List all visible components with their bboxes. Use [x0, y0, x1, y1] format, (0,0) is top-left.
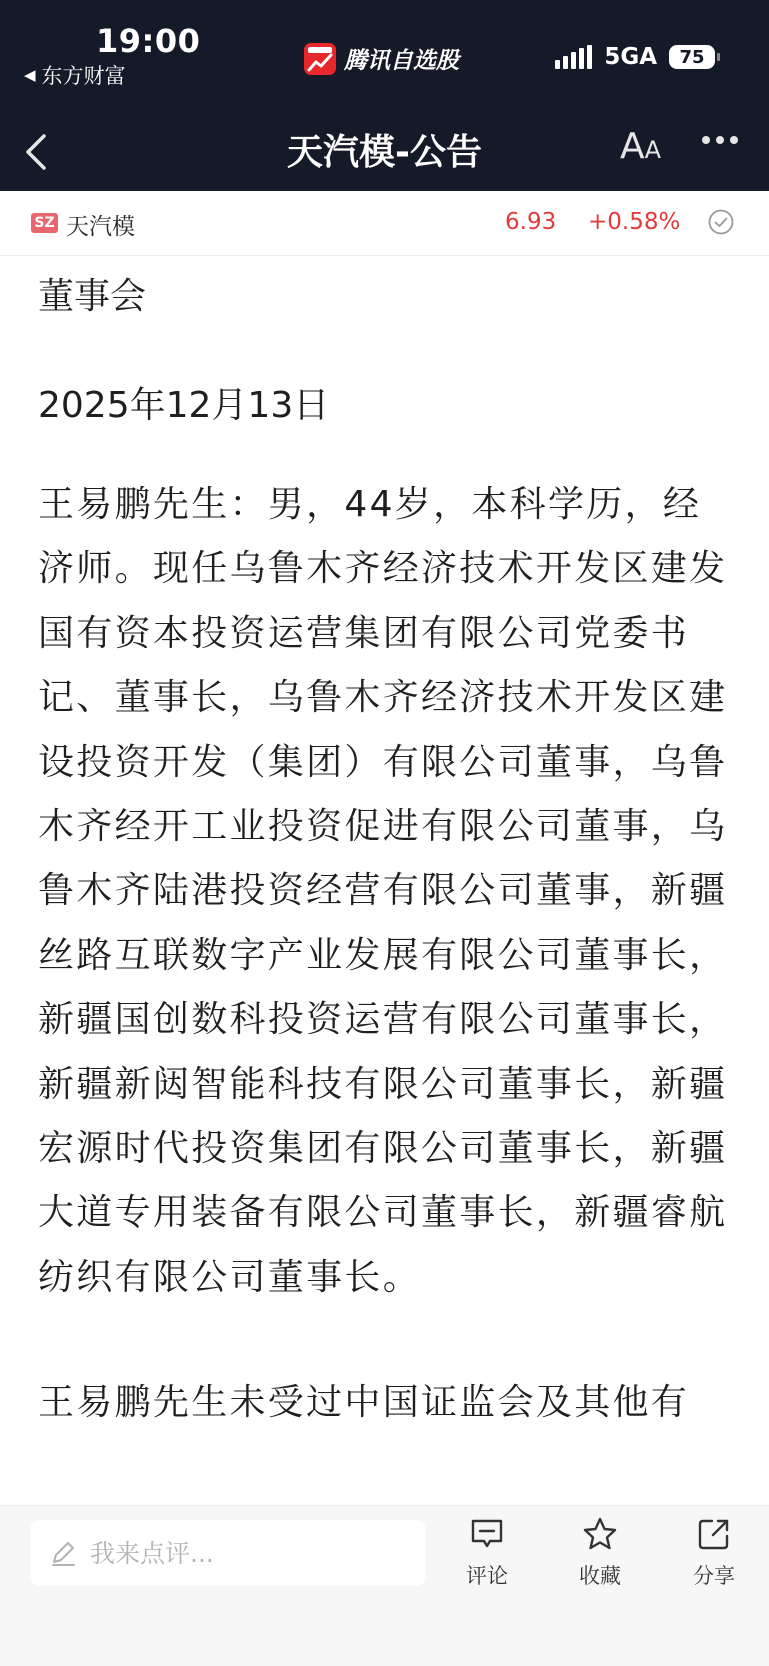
share-button[interactable] — [674, 1516, 754, 1590]
font-size-button[interactable] — [620, 126, 661, 167]
bottom-action-bar — [0, 1505, 769, 1666]
favorite-label: 收藏 — [579, 1564, 621, 1588]
signature: 董事会 — [38, 276, 147, 317]
star-icon — [582, 1516, 618, 1552]
bio-paragraph: 王易鹏先生：男，44岁，本科学历，经济师。现任乌鲁木齐经济技术开发区建发国有资本投资运营集团有限公司党委书记、董事长，乌鲁木齐经济技术开发区建设投资开发（集团）有限公司董事，乌鲁木齐经开工业投资促进有限公司董事，乌鲁木齐陆港投资经营有限公司董事，新疆丝路互联数字产业发展有限公司董事长，新疆国创数科投资运营有限公司董事长，新疆新闼智能科技有限公司董事长，新疆宏源时代投资集团有限公司董事长，新疆大道专用装备有限公司董事长，新疆睿航纺织有限公司董事长。 — [38, 484, 728, 1298]
share-label: 分享 — [693, 1564, 735, 1588]
share-icon — [696, 1516, 732, 1552]
watchlist-check-icon[interactable] — [708, 209, 734, 235]
app-logo-icon — [304, 43, 336, 75]
battery-level: 75 — [679, 46, 705, 68]
network-label: 5GA — [604, 44, 657, 70]
app-badge — [304, 42, 459, 75]
favorite-button[interactable] — [560, 1516, 640, 1590]
next-paragraph: 王易鹏先生未受过中国证监会及其他有 — [38, 1382, 690, 1423]
top-header — [0, 0, 769, 191]
stock-price: 6.93 — [505, 209, 557, 235]
page-title: 天汽模-公告 — [287, 132, 482, 173]
market-badge: SZ — [31, 213, 58, 233]
comment-icon — [469, 1516, 505, 1552]
comment-input[interactable] — [88, 1538, 412, 1569]
stock-name: 天汽模 — [66, 214, 135, 240]
back-triangle-icon: ◀ — [24, 66, 36, 84]
comment-button[interactable] — [447, 1516, 527, 1590]
announcement-date: 2025年12月13日 — [38, 385, 330, 426]
stock-info-bar[interactable] — [0, 191, 769, 256]
font-size-icon-large: A — [620, 126, 645, 167]
comment-label: 评论 — [466, 1564, 508, 1588]
status-time: 19:00 — [96, 22, 201, 60]
comment-box[interactable] — [30, 1520, 426, 1586]
more-options-icon[interactable] — [702, 136, 738, 144]
font-size-icon-small: A — [644, 136, 662, 164]
status-indicators — [555, 44, 715, 70]
pen-icon — [48, 1538, 78, 1568]
stock-change: +0.58% — [588, 209, 681, 235]
app-name: 腾讯自选股 — [344, 48, 459, 74]
back-app-label: 东方财富 — [41, 64, 126, 88]
battery-icon — [669, 45, 715, 69]
back-to-app-link[interactable] — [24, 60, 126, 90]
signal-icon — [555, 45, 592, 69]
